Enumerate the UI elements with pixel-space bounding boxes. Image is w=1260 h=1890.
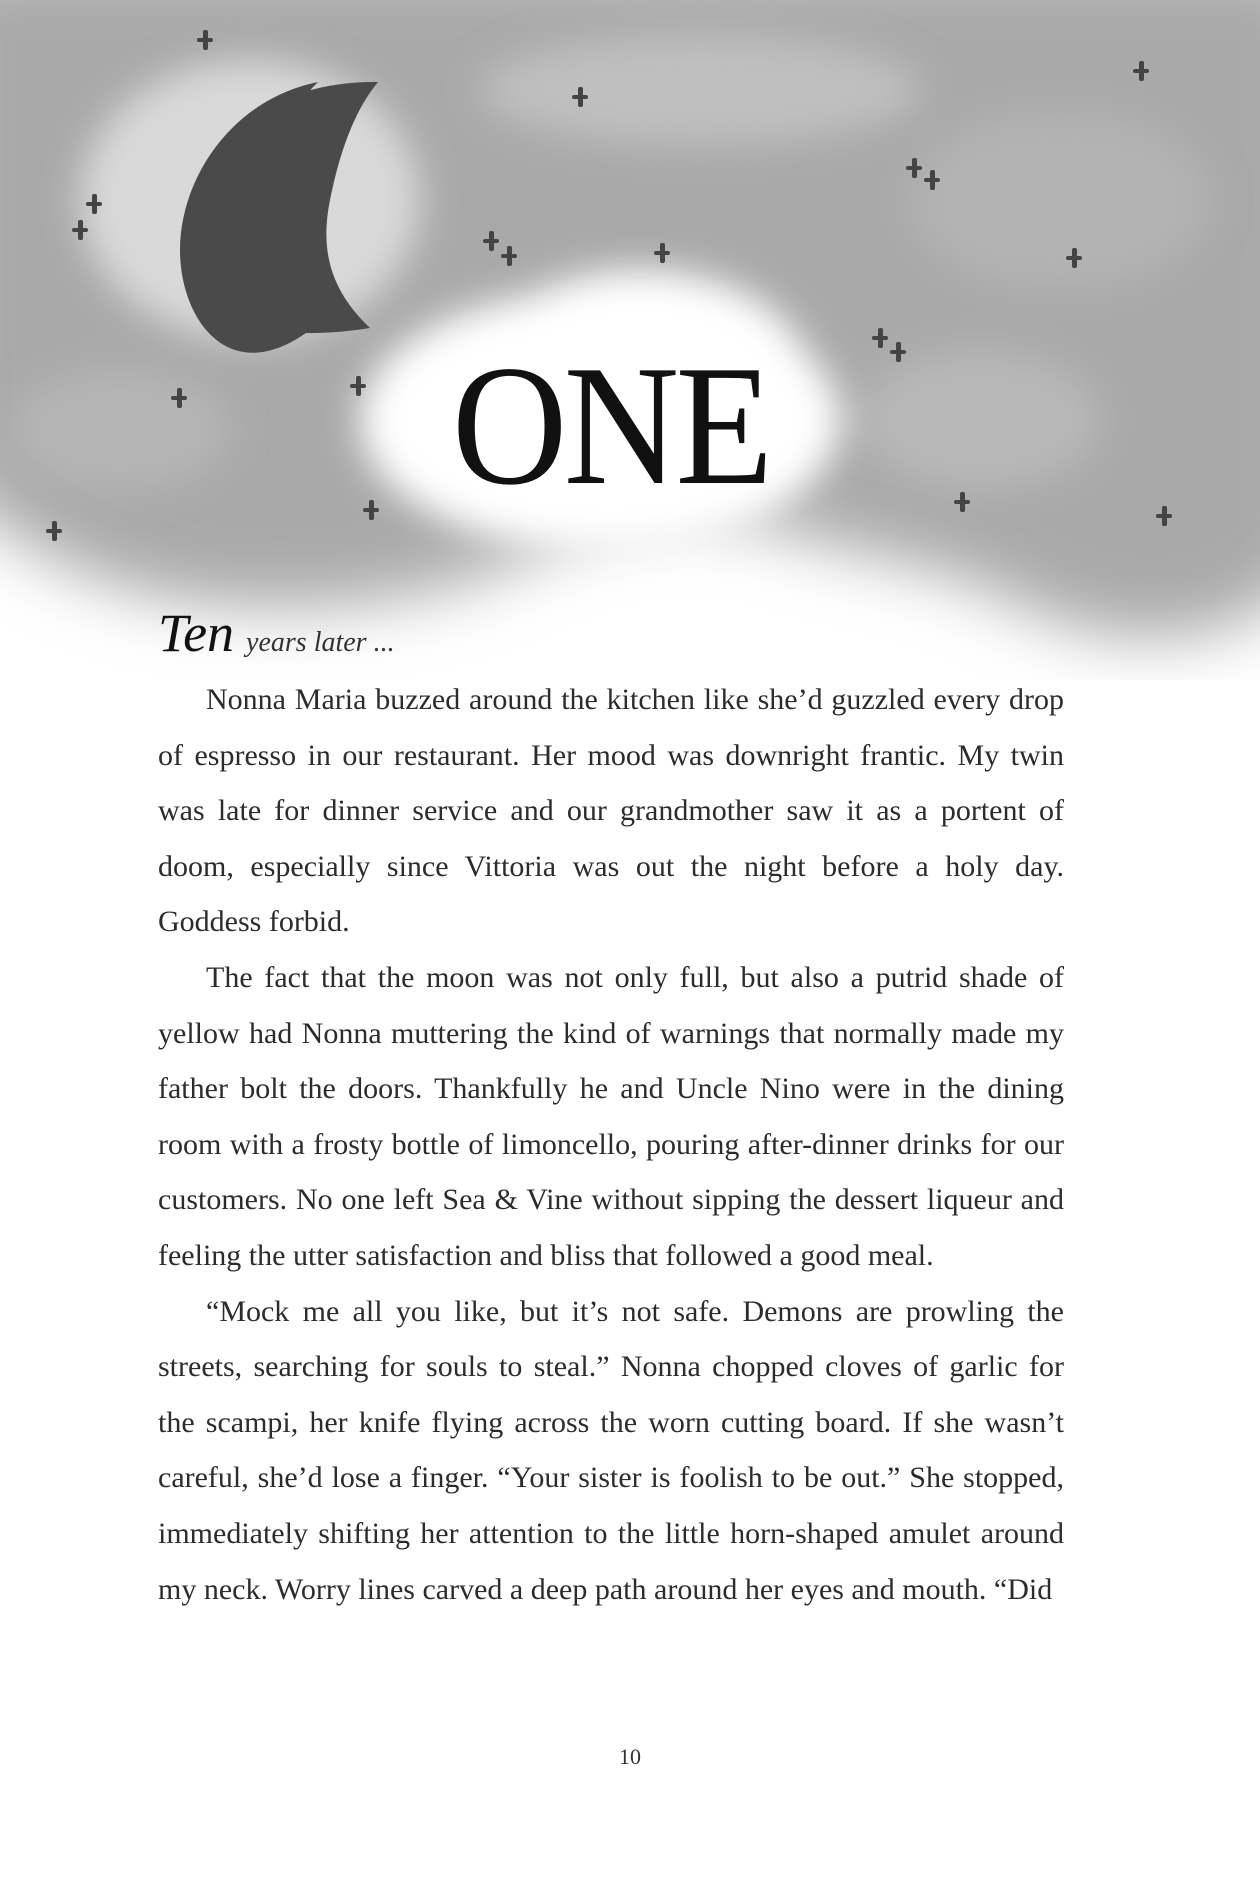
paragraph: The fact that the moon was not only full, but also a putrid shade of yellow had Nonna muttering the kind of warnings that normally made my father bolt the doors. Thankfully he and Uncle Nino were in the dining room with a frosty bottle of limoncello, pouring after-dinner drinks for our customers. No one left Sea & Vine without sipping the dessert liqueur and feeling the utter satisfaction and bliss that followed a good meal. — [158, 960, 1064, 1272]
cloud-haze — [0, 0, 1260, 638]
page-number: 10 — [619, 1744, 641, 1769]
paragraph: Nonna Maria buzzed around the kitchen like she’d guzzled every drop of espresso in our restaurant. Her mood was downright frantic. My twin was late for dinner service and our grandmother saw it as a portent of doom, especially since Vittoria was out the night before a holy day. Goddess forbid. — [158, 683, 1064, 939]
body-text — [158, 672, 1064, 1617]
chapter-lead-in — [158, 602, 395, 664]
chapter-title: ONE — [451, 331, 770, 521]
paragraph: “Mock me all you like, but it’s not safe. Demons are prowling the streets, searching for souls to steal.” Nonna chopped cloves of garlic for the scampi, her knife flying across the worn cutting board. If she wasn’t careful, she’d lose a finger. “Your sister is foolish to be out.” She stopped, immediately shifting her attention to the little horn-shaped amulet around my neck. Worry lines carved a deep path around her eyes and mouth. “Did — [158, 1294, 1064, 1606]
lead-in-word: Ten — [158, 603, 235, 663]
lead-in-phrase: years later ... — [246, 627, 395, 658]
